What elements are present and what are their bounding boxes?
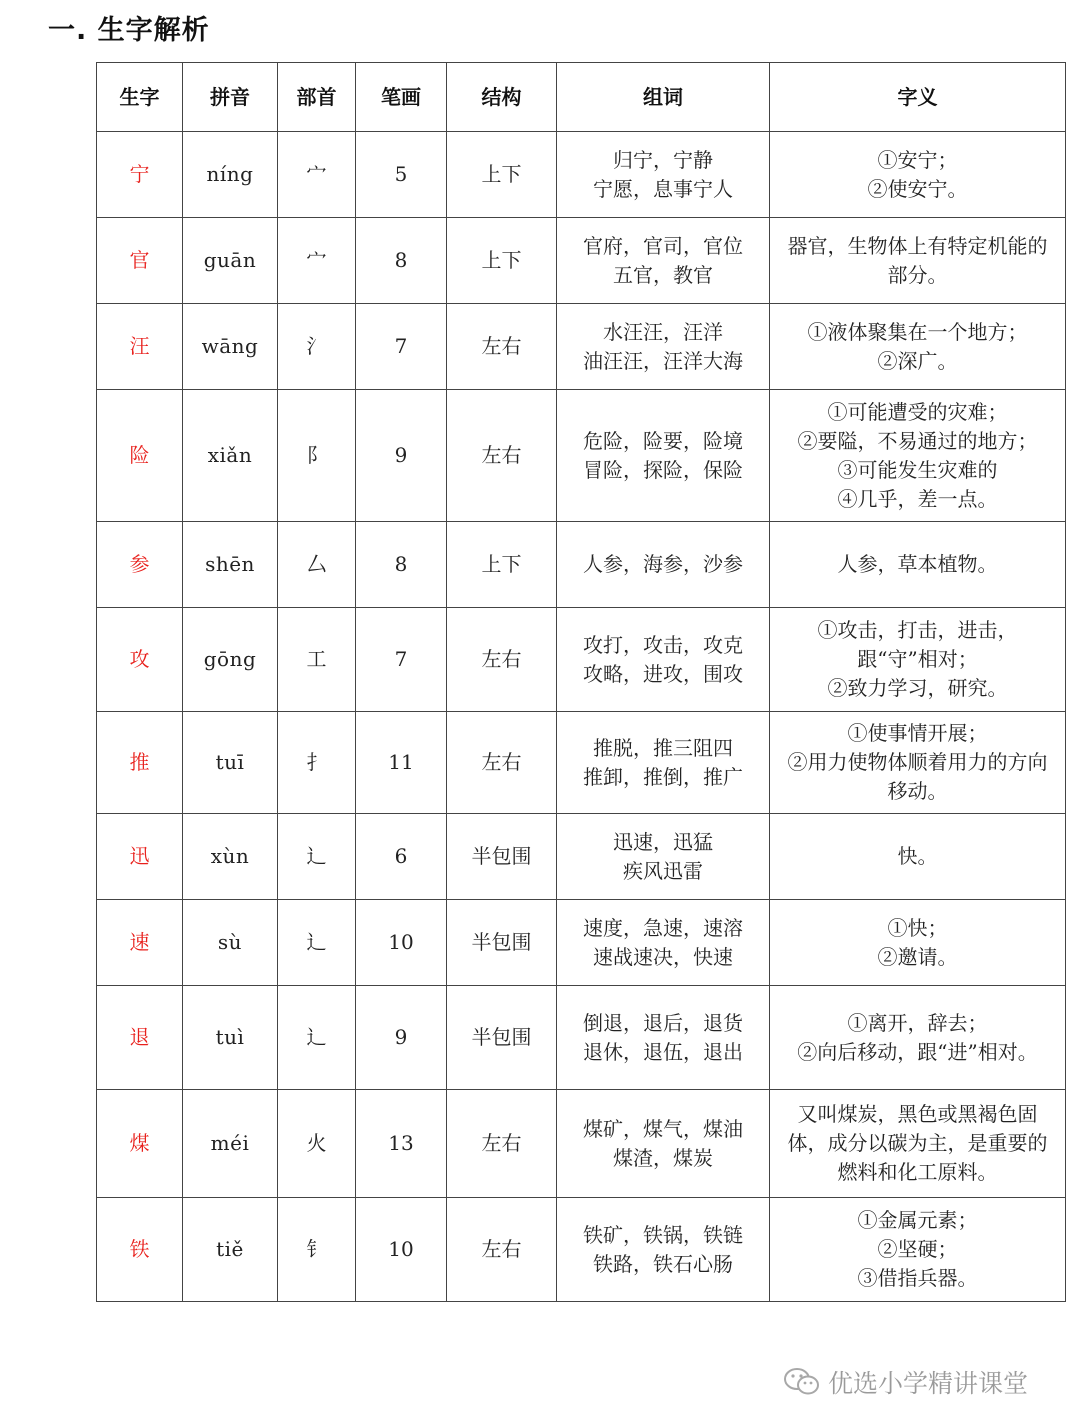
- meaning-line: ④几乎，差一点。: [837, 486, 998, 511]
- table-row: [97, 304, 1066, 390]
- char-cell: 迅: [97, 814, 183, 900]
- meaning-line: ①可能遭受的灾难；: [827, 399, 1008, 424]
- words-cell: [557, 218, 770, 304]
- char-cell: 速: [97, 900, 183, 986]
- word-line: 危险，险要，险境: [583, 428, 743, 453]
- watermark: [782, 1364, 1028, 1400]
- strokes-cell: 11: [356, 712, 447, 814]
- table-row: [97, 1198, 1066, 1302]
- meaning-cell: [770, 1090, 1066, 1198]
- meaning-line: 快。: [897, 844, 938, 868]
- pinyin-cell: tiě: [183, 1198, 278, 1302]
- meaning-line: ①液体聚集在一个地方；: [807, 319, 1028, 344]
- strokes-cell: 8: [356, 522, 447, 608]
- table-row: [97, 608, 1066, 712]
- word-line: 宁愿，息事宁人: [593, 176, 733, 201]
- header-strokes: 笔画: [356, 63, 447, 132]
- pinyin-cell: xùn: [183, 814, 278, 900]
- radical-cell: 氵: [278, 304, 356, 390]
- table-row: [97, 712, 1066, 814]
- header-pinyin: 拼音: [183, 63, 278, 132]
- word-line: 疾风迅雷: [623, 858, 703, 883]
- word-line: 冒险，探险，保险: [583, 457, 743, 482]
- char-cell: 宁: [97, 132, 183, 218]
- pinyin-cell: shēn: [183, 522, 278, 608]
- word-line: 攻打，攻击，攻克: [583, 632, 743, 657]
- word-line: 速战速决，快速: [593, 944, 733, 969]
- strokes-cell: 6: [356, 814, 447, 900]
- structure-cell: 左右: [447, 1198, 557, 1302]
- strokes-cell: 13: [356, 1090, 447, 1198]
- meaning-line: ①使事情开展；: [847, 721, 988, 745]
- char-cell: 攻: [97, 608, 183, 712]
- table-row: [97, 132, 1066, 218]
- structure-cell: 左右: [447, 390, 557, 522]
- word-line: 迅速，迅猛: [613, 829, 713, 854]
- meaning-line: ①攻击，打击，进击，跟“守”相对；: [817, 618, 1018, 671]
- header-char: 生字: [97, 63, 183, 132]
- radical-cell: 火: [278, 1090, 356, 1198]
- table-header-row: [97, 63, 1066, 132]
- words-cell: [557, 608, 770, 712]
- char-cell: 参: [97, 522, 183, 608]
- meaning-line: 器官，生物体上有特定机能的部分。: [787, 233, 1048, 287]
- radical-cell: 厶: [278, 522, 356, 608]
- pinyin-cell: níng: [183, 132, 278, 218]
- header-meaning: 字义: [770, 63, 1066, 132]
- word-line: 铁路，铁石心肠: [593, 1251, 733, 1276]
- words-cell: [557, 900, 770, 986]
- meaning-cell: [770, 986, 1066, 1090]
- pinyin-cell: sù: [183, 900, 278, 986]
- word-line: 煤矿，煤气，煤油: [583, 1116, 743, 1141]
- header-structure: 结构: [447, 63, 557, 132]
- meaning-cell: [770, 218, 1066, 304]
- radical-cell: 辶: [278, 900, 356, 986]
- radical-cell: 工: [278, 608, 356, 712]
- structure-cell: 上下: [447, 132, 557, 218]
- words-cell: [557, 390, 770, 522]
- word-line: 油汪汪，汪洋大海: [583, 348, 743, 373]
- words-cell: [557, 522, 770, 608]
- meaning-line: ②使安宁。: [867, 176, 968, 201]
- meaning-cell: [770, 132, 1066, 218]
- table-row: [97, 1090, 1066, 1198]
- table-row: [97, 900, 1066, 986]
- word-line: 倒退，退后，退货: [583, 1010, 743, 1035]
- header-words: 组词: [557, 63, 770, 132]
- meaning-line: ①离开，辞去；: [847, 1010, 988, 1035]
- watermark-text: 优选小学精讲课堂: [828, 1369, 1029, 1398]
- character-table: [96, 62, 1066, 1302]
- meaning-line: ②邀请。: [877, 944, 958, 969]
- radical-cell: 阝: [278, 390, 356, 522]
- table-body: [97, 132, 1066, 1302]
- char-cell: 险: [97, 390, 183, 522]
- radical-cell: 宀: [278, 218, 356, 304]
- words-cell: [557, 814, 770, 900]
- table-row: [97, 218, 1066, 304]
- word-line: 归宁，宁静: [613, 147, 713, 172]
- word-line: 速度，急速，速溶: [583, 915, 743, 940]
- meaning-line: ②用力使物体顺着用力的方向移动。: [787, 750, 1048, 803]
- meaning-cell: [770, 608, 1066, 712]
- words-cell: [557, 132, 770, 218]
- words-cell: [557, 712, 770, 814]
- radical-cell: 钅: [278, 1198, 356, 1302]
- strokes-cell: 7: [356, 608, 447, 712]
- meaning-cell: [770, 900, 1066, 986]
- structure-cell: 半包围: [447, 900, 557, 986]
- words-cell: [557, 304, 770, 390]
- meaning-cell: [770, 712, 1066, 814]
- word-line: 推卸，推倒，推广: [583, 764, 743, 789]
- pinyin-cell: guān: [183, 218, 278, 304]
- radical-cell: 扌: [278, 712, 356, 814]
- meaning-line: 人参，草本植物。: [837, 552, 998, 576]
- word-line: 退休，退伍，退出: [583, 1039, 743, 1064]
- meaning-line: ③借指兵器。: [857, 1266, 978, 1290]
- wechat-icon: [782, 1366, 822, 1398]
- word-line: 攻略，进攻，围攻: [583, 661, 743, 686]
- meaning-line: ③可能发生灾难的: [837, 457, 998, 482]
- pinyin-cell: tuì: [183, 986, 278, 1090]
- structure-cell: 左右: [447, 712, 557, 814]
- word-line: 铁矿，铁锅，铁链: [583, 1222, 743, 1247]
- structure-cell: 左右: [447, 304, 557, 390]
- word-line: 推脱，推三阻四: [593, 735, 733, 760]
- word-line: 水汪汪，汪洋: [603, 319, 723, 344]
- pinyin-cell: gōng: [183, 608, 278, 712]
- meaning-line: ②要隘，不易通过的地方；: [797, 428, 1038, 453]
- radical-cell: 辶: [278, 814, 356, 900]
- meaning-line: ①金属元素；: [857, 1208, 978, 1232]
- char-cell: 退: [97, 986, 183, 1090]
- char-cell: 汪: [97, 304, 183, 390]
- pinyin-cell: méi: [183, 1090, 278, 1198]
- char-cell: 煤: [97, 1090, 183, 1198]
- char-cell: 官: [97, 218, 183, 304]
- meaning-line: ②坚硬；: [877, 1237, 958, 1261]
- strokes-cell: 9: [356, 390, 447, 522]
- radical-cell: 宀: [278, 132, 356, 218]
- pinyin-cell: xiǎn: [183, 390, 278, 522]
- strokes-cell: 7: [356, 304, 447, 390]
- meaning-line: ①快；: [887, 915, 948, 940]
- words-cell: [557, 1090, 770, 1198]
- word-line: 煤渣，煤炭: [613, 1145, 713, 1170]
- structure-cell: 左右: [447, 1090, 557, 1198]
- words-cell: [557, 986, 770, 1090]
- meaning-line: ②向后移动，跟“进”相对。: [797, 1039, 1038, 1064]
- radical-cell: 辶: [278, 986, 356, 1090]
- structure-cell: 上下: [447, 522, 557, 608]
- meaning-cell: [770, 304, 1066, 390]
- structure-cell: 上下: [447, 218, 557, 304]
- meaning-cell: [770, 522, 1066, 608]
- meaning-line: ②深广。: [877, 348, 958, 373]
- strokes-cell: 10: [356, 900, 447, 986]
- table-row: [97, 522, 1066, 608]
- strokes-cell: 9: [356, 986, 447, 1090]
- header-radical: 部首: [278, 63, 356, 132]
- structure-cell: 左右: [447, 608, 557, 712]
- meaning-cell: [770, 1198, 1066, 1302]
- word-line: 官府，官司，官位: [583, 233, 743, 258]
- char-cell: 推: [97, 712, 183, 814]
- strokes-cell: 5: [356, 132, 447, 218]
- word-line: 五官，教官: [613, 262, 713, 287]
- strokes-cell: 8: [356, 218, 447, 304]
- meaning-cell: [770, 814, 1066, 900]
- char-cell: 铁: [97, 1198, 183, 1302]
- words-cell: [557, 1198, 770, 1302]
- meaning-cell: [770, 390, 1066, 522]
- table-row: [97, 986, 1066, 1090]
- pinyin-cell: tuī: [183, 712, 278, 814]
- table-row: [97, 814, 1066, 900]
- structure-cell: 半包围: [447, 814, 557, 900]
- pinyin-cell: wāng: [183, 304, 278, 390]
- strokes-cell: 10: [356, 1198, 447, 1302]
- meaning-line: ①安宁；: [877, 147, 958, 172]
- word-line: 人参，海参，沙参: [583, 552, 743, 576]
- structure-cell: 半包围: [447, 986, 557, 1090]
- meaning-line: ②致力学习，研究。: [827, 676, 1008, 700]
- meaning-line: 又叫煤炭，黑色或黑褐色固体，成分以碳为主，是重要的燃料和化工原料。: [787, 1102, 1048, 1184]
- section-title: 一. 生字解析: [48, 15, 210, 46]
- table-row: [97, 390, 1066, 522]
